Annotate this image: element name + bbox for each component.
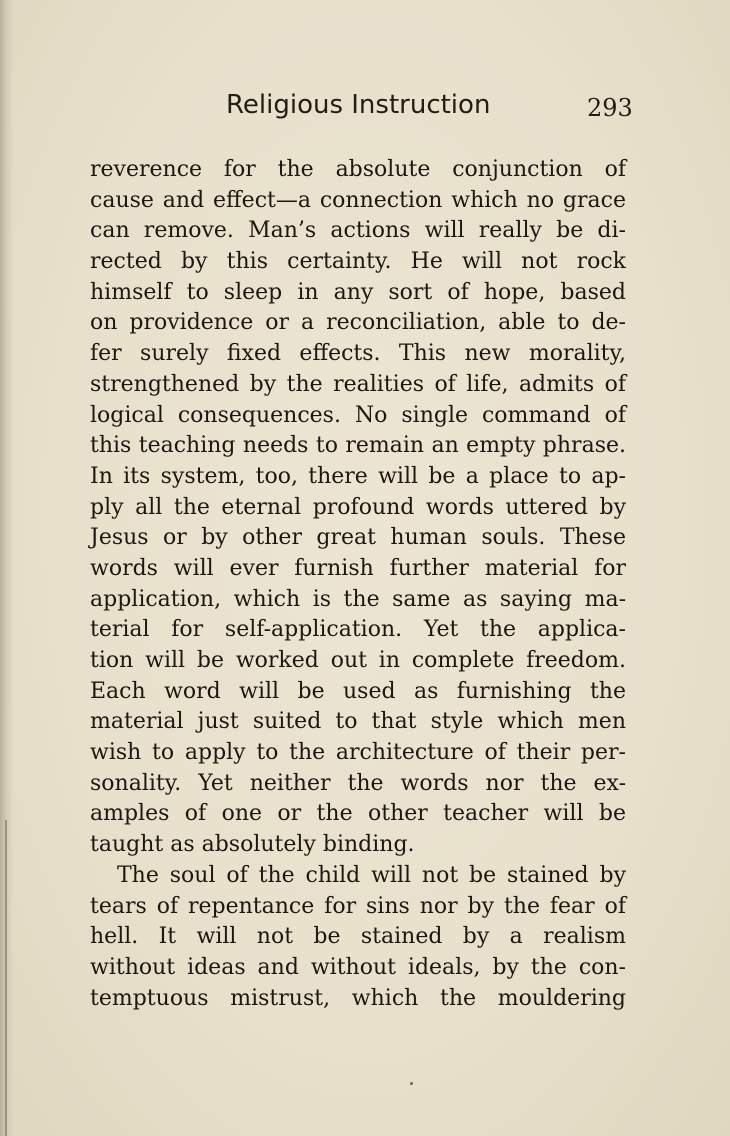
- text-line: tears of repentance for sins nor by the fear of: [90, 893, 626, 919]
- text-line: without ideas and without ideals, by the con-: [90, 954, 626, 980]
- text-line: In its system, too, there will be a place to ap-: [90, 463, 626, 489]
- text-line: Jesus or by other great human souls. These: [90, 525, 626, 551]
- paragraph-2: [90, 861, 626, 1014]
- text-line: sonality. Yet neither the words nor the ex-: [90, 770, 626, 796]
- text-line: material just suited to that style which men: [90, 709, 626, 735]
- text-line: wish to apply to the architecture of their per-: [90, 740, 626, 766]
- text-line: The soul of the child will not be stained by: [117, 862, 626, 888]
- text-line: on providence or a reconciliation, able to de-: [90, 310, 626, 336]
- text-line: application, which is the same as saying ma-: [90, 586, 626, 612]
- text-line: amples of one or the other teacher will be: [90, 801, 626, 827]
- text-line: terial for self-application. Yet the applica-: [90, 617, 626, 643]
- text-line: can remove. Man’s actions will really be di-: [90, 218, 626, 244]
- page-number: 293: [587, 94, 633, 122]
- paragraph-1: [90, 155, 626, 861]
- text-line: cause and effect—a connection which no grace: [90, 187, 626, 213]
- binding-edge-line: [5, 820, 7, 1136]
- text-line: logical consequences. No single command of: [90, 402, 626, 428]
- paper-speck: [410, 1082, 413, 1085]
- running-head-title: Religious Instruction: [226, 90, 491, 120]
- text-line: reverence for the absolute conjunction of: [90, 157, 626, 182]
- text-line: himself to sleep in any sort of hope, based: [90, 279, 626, 305]
- text-line: words will ever furnish further material for: [90, 555, 626, 581]
- text-line: tion will be worked out in complete freedom.: [90, 648, 626, 673]
- text-line: hell. It will not be stained by a realism: [90, 924, 626, 950]
- text-line: fer surely fixed effects. This new morality,: [90, 341, 626, 367]
- text-line: Each word will be used as furnishing the: [90, 678, 626, 704]
- running-head: [0, 90, 730, 130]
- text-line: this teaching needs to remain an empty phrase.: [90, 433, 626, 459]
- binding-gutter: [0, 0, 14, 1136]
- text-line: strengthened by the realities of life, admits of: [90, 371, 626, 397]
- text-line: temptuous mistrust, which the mouldering: [90, 985, 626, 1011]
- text-line: taught as absolutely binding.: [90, 832, 415, 858]
- body-text: [90, 155, 626, 1014]
- text-line: rected by this certainty. He will not rock: [90, 249, 626, 275]
- text-line: ply all the eternal profound words uttered by: [90, 494, 626, 520]
